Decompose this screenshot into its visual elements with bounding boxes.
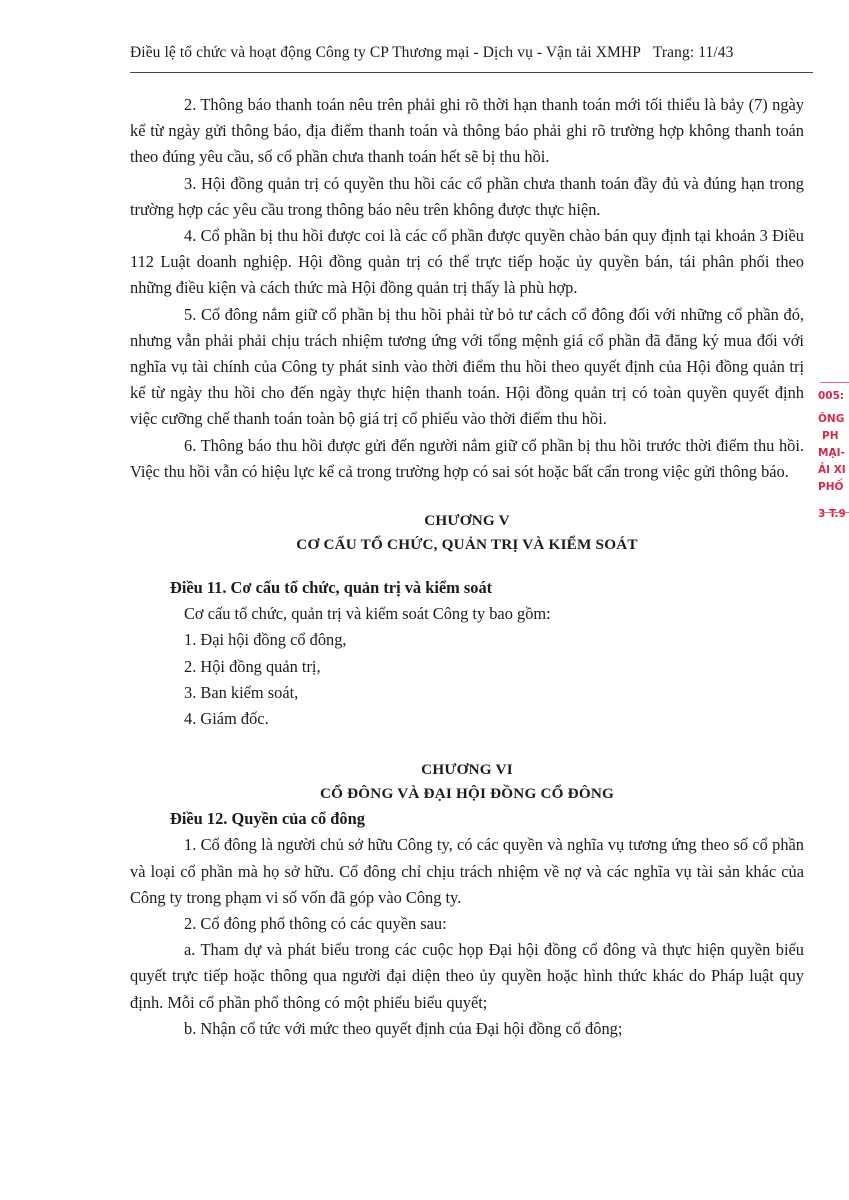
paragraph: 2. Cổ đông phổ thông có các quyền sau:	[184, 914, 447, 934]
chapter-number: CHƯƠNG V	[424, 512, 510, 530]
paragraph: 5. Cổ đông nắm giữ cổ phần bị thu hồi phải từ bỏ tư cách cổ đông đối với những cổ phần đó, nhưng vẫn phải phải chịu trách nhiệm tương ứng với tổng mệnh giá cổ phần đã đăng ký mua đối với nghĩa vụ tài chính của Công ty phát sinh vào thời điểm thu hồi theo quyết định của Hội đồng quản trị kể từ ngày thu hồi cho đến ngày thực hiện thanh toán. Hội đồng quản trị có toàn quyền quyết định việc cưỡng chế thanh toán toàn bộ giá trị cổ phiếu vào thời điểm thu hồi.	[130, 304, 804, 429]
paragraph: a. Tham dự và phát biểu trong các cuộc họp Đại hội đồng cổ đông và thực hiện quyền biểu quyết trực tiếp hoặc thông qua người đại diện theo ủy quyền hoặc hình thức khác do Pháp luật quy định. Mỗi cổ phần phổ thông có một phiếu biểu quyết;	[130, 940, 804, 1012]
page-header	[130, 44, 820, 62]
document-body	[130, 92, 804, 1042]
stamp-text: ẢI XI	[818, 464, 846, 476]
stamp-text: 005:	[818, 390, 845, 402]
paragraph: 3. Hội đồng quản trị có quyền thu hồi các cổ phần chưa thanh toán đầy đủ và đúng hạn trong trường hợp các yêu cầu trong thông báo nêu trên không được thực hiện.	[130, 173, 804, 219]
paragraph: 2. Thông báo thanh toán nêu trên phải ghi rõ thời hạn thanh toán mới tối thiểu là bảy (7) ngày kể từ ngày gửi thông báo, địa điểm thanh toán và thông báo phải ghi rõ trường hợp không thanh toán theo đúng yêu cầu, số cổ phần chưa thanh toán hết sẽ bị thu hồi.	[130, 95, 804, 167]
paragraph: 1. Cổ đông là người chủ sở hữu Công ty, có các quyền và nghĩa vụ tương ứng theo số cổ phần và loại cổ phần mà họ sở hữu. Cổ đông chỉ chịu trách nhiệm về nợ và các nghĩa vụ tài sản khác của Công ty trong phạm vi số vốn đã góp vào Công ty.	[130, 835, 804, 907]
list-item: 1. Đại hội đồng cổ đông,	[184, 630, 347, 650]
company-stamp-fragment	[818, 380, 849, 548]
list-item: 2. Hội đồng quản trị,	[184, 656, 321, 676]
article-heading: Điều 12. Quyền của cổ đông	[170, 809, 365, 829]
paragraph: b. Nhận cổ tức với mức theo quyết định của Đại hội đồng cổ đông;	[184, 1018, 623, 1038]
article-heading: Điều 11. Cơ cấu tổ chức, quản trị và kiểm soát	[170, 578, 493, 598]
chapter-number: CHƯƠNG VI	[421, 761, 513, 779]
paragraph: 6. Thông báo thu hồi được gửi đến người nắm giữ cổ phần bị thu hồi trước thời điểm thu hồi. Việc thu hồi vẫn có hiệu lực kể cả trong trường hợp có sai sót hoặc bất cẩn trong việc gửi thông báo.	[130, 435, 804, 481]
stamp-text: ÔNG	[818, 413, 845, 425]
paragraph: 4. Cổ phần bị thu hồi được coi là các cổ phần được quyền chào bán quy định tại khoản 3 Điều 112 Luật doanh nghiệp. Hội đồng quản trị có thể trực tiếp hoặc ủy quyền bán, tái phân phối theo những điều kiện và cách thức mà Hội đồng quản trị thấy là phù hợp.	[130, 226, 804, 298]
chapter-title: CỔ ĐÔNG VÀ ĐẠI HỘI ĐỒNG CỔ ĐÔNG	[319, 785, 615, 803]
list-item: 4. Giám đốc.	[184, 709, 269, 729]
stamp-text: PH	[822, 430, 839, 442]
article-intro: Cơ cấu tổ chức, quản trị và kiểm soát Công ty bao gồm:	[184, 604, 551, 624]
stamp-text: 3 T.9	[818, 508, 846, 520]
chapter-title: CƠ CẤU TỔ CHỨC, QUẢN TRỊ VÀ KIỂM SOÁT	[296, 536, 638, 554]
document-title: Điều lệ tổ chức và hoạt động Công ty CP Thương mại - Dịch vụ - Vận tải XMHP	[130, 44, 641, 61]
stamp-text: MẠI-	[818, 447, 845, 459]
stamp-edge	[820, 512, 849, 513]
page-number: Trang: 11/43	[652, 44, 734, 61]
header-divider	[130, 72, 813, 73]
stamp-text: PHỐ	[818, 481, 844, 493]
list-item: 3. Ban kiểm soát,	[184, 682, 299, 702]
